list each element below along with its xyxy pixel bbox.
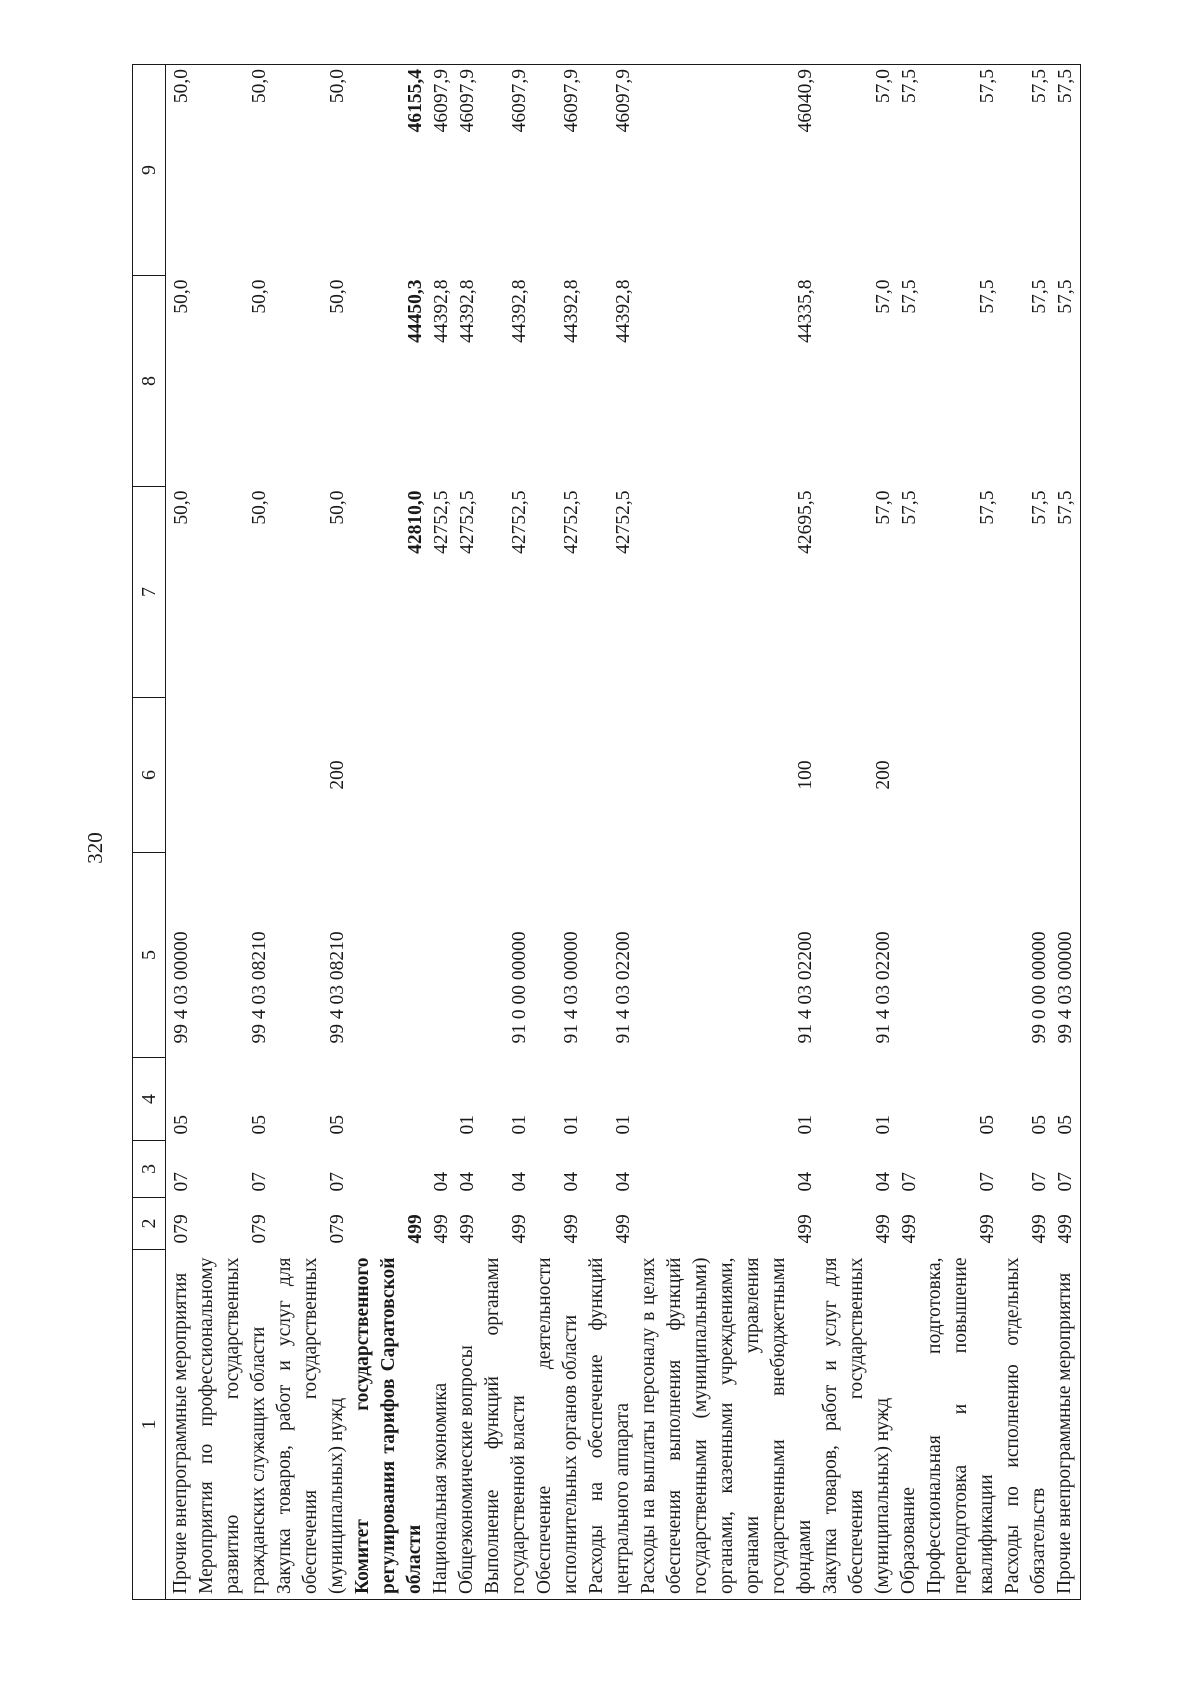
- row-grbs: 499: [431, 1214, 452, 1244]
- row-subsection: 05: [977, 1115, 998, 1135]
- row-grbs: 499: [795, 1214, 816, 1244]
- row-name: Образование: [896, 1250, 922, 1600]
- row-value-col7: 57,5: [977, 490, 998, 525]
- row-value-col8: 44392,8: [561, 279, 582, 343]
- row-value-col8: 44392,8: [509, 279, 530, 343]
- row-grbs: 499: [1052, 1198, 1081, 1250]
- row-expense-type: [166, 698, 195, 853]
- row-grbs: 499: [977, 1214, 998, 1244]
- row-grbs: 499: [899, 1214, 920, 1244]
- row-target-article: 99 4 03 08210: [249, 931, 270, 1044]
- row-section: 07: [171, 1172, 192, 1192]
- table-row: [818, 65, 896, 1600]
- row-expense-type: [896, 698, 922, 853]
- row-subsection: 05: [249, 1115, 270, 1135]
- row-value-col7: 57,5: [899, 490, 920, 525]
- row-section: 04: [457, 1172, 478, 1192]
- row-section: 07: [249, 1172, 270, 1192]
- header-cell: 4: [133, 1058, 166, 1141]
- row-value-col7: 50,0: [249, 490, 270, 525]
- row-value-col7: 57,5: [1052, 487, 1081, 698]
- row-target-article: [350, 853, 428, 1058]
- table-row: [454, 65, 480, 1600]
- row-value-col8: 57,5: [1052, 276, 1081, 487]
- row-section: 07: [327, 1172, 348, 1192]
- row-section: 04: [873, 1172, 894, 1192]
- row-value-col7: 42752,5: [613, 490, 634, 554]
- row-value-col7: 57,5: [1029, 490, 1050, 525]
- row-value-col9: 57,5: [922, 65, 1000, 276]
- row-target-article: [896, 853, 922, 1058]
- header-cell: 6: [133, 698, 166, 853]
- row-target-article: [454, 853, 480, 1058]
- row-name: Прочие внепрограммные мероприятия: [166, 1250, 195, 1600]
- row-section: 04: [561, 1172, 582, 1192]
- row-value-col9: 46097,9: [428, 65, 454, 276]
- row-grbs: 079: [171, 1214, 192, 1244]
- row-value-col7: 42752,5: [561, 490, 582, 554]
- row-expense-type: [584, 698, 636, 853]
- row-value-col8: 44392,8: [431, 279, 452, 343]
- row-expense-type: [1000, 698, 1052, 853]
- row-target-article: 91 0 00 00000: [509, 931, 530, 1044]
- row-name: Выполнение функций органами государственной власти: [480, 1250, 532, 1600]
- table-row: [922, 65, 1000, 1600]
- row-grbs: 499: [1029, 1214, 1050, 1244]
- row-subsection: 05: [171, 1115, 192, 1135]
- row-subsection: 01: [561, 1115, 582, 1135]
- row-value-col8: 57,5: [977, 279, 998, 314]
- row-value-col9: 57,5: [1052, 65, 1081, 276]
- header-cell: 9: [133, 65, 166, 276]
- row-subsection: 01: [509, 1115, 530, 1135]
- row-expense-type: [428, 698, 454, 853]
- table-body: [166, 65, 1081, 1600]
- row-section: 07: [1029, 1172, 1050, 1192]
- row-name: Обеспечение деятельности исполнительных органов области: [532, 1250, 584, 1600]
- row-section: 04: [509, 1172, 530, 1192]
- row-value-col9: 50,0: [272, 65, 350, 276]
- row-name: Прочие внепрограммные мероприятия: [1052, 1250, 1081, 1600]
- row-grbs: 079: [249, 1214, 270, 1244]
- row-value-col9: 57,5: [1000, 65, 1052, 276]
- row-target-article: 91 4 03 02200: [613, 931, 634, 1044]
- row-expense-type: [454, 698, 480, 853]
- page-number: 320: [83, 832, 107, 864]
- row-value-col8: 57,5: [1029, 279, 1050, 314]
- row-name: Расходы на обеспечение функций центрального аппарата: [584, 1250, 636, 1600]
- row-value-col9: 46097,9: [454, 65, 480, 276]
- row-name: Закупка товаров, работ и услуг для обеспечения государственных (муниципальных) нужд: [272, 1250, 350, 1600]
- table-row: [194, 65, 272, 1600]
- row-name: Национальная экономика: [428, 1250, 454, 1600]
- row-target-article: 91 4 03 00000: [561, 931, 582, 1044]
- row-grbs: 499: [613, 1214, 634, 1244]
- row-subsection: 01: [795, 1115, 816, 1135]
- table-row: [272, 65, 350, 1600]
- row-subsection: 01: [873, 1115, 894, 1135]
- header-cell: 1: [133, 1250, 166, 1600]
- row-subsection: 01: [457, 1115, 478, 1135]
- header-cell: 7: [133, 487, 166, 698]
- row-value-col7: 57,0: [873, 490, 894, 525]
- row-name: Общеэкономические вопросы: [454, 1250, 480, 1600]
- row-name: Закупка товаров, работ и услуг для обеспечения государственных (муниципальных) нужд: [818, 1250, 896, 1600]
- row-expense-type: [480, 698, 532, 853]
- row-value-col8: 50,0: [249, 279, 270, 314]
- row-value-col9: 50,0: [166, 65, 195, 276]
- row-value-col7: 42752,5: [509, 490, 530, 554]
- row-target-article: [922, 853, 1000, 1058]
- row-value-col8: 57,5: [899, 279, 920, 314]
- row-subsection: [350, 1058, 428, 1141]
- row-expense-type: 100: [795, 760, 816, 790]
- row-value-col8: 50,0: [171, 279, 192, 314]
- header-cell: 3: [133, 1141, 166, 1198]
- row-section: 04: [431, 1172, 452, 1192]
- row-grbs: 499: [405, 1214, 426, 1244]
- row-grbs: 499: [873, 1214, 894, 1244]
- table-header: [133, 65, 166, 1600]
- row-grbs: 499: [509, 1214, 530, 1244]
- row-name: Комитет государственного регулирования тарифов Саратовской области: [350, 1250, 428, 1600]
- row-section: [350, 1141, 428, 1198]
- row-value-col7: 50,0: [327, 490, 348, 525]
- header-cell: 2: [133, 1198, 166, 1250]
- row-value-col9: 50,0: [194, 65, 272, 276]
- row-section: 04: [795, 1172, 816, 1192]
- table-row: [1000, 65, 1052, 1600]
- row-target-article: 99 4 03 00000: [1052, 853, 1081, 1058]
- table-row: [428, 65, 454, 1600]
- table-row: [532, 65, 584, 1600]
- table-row: [636, 65, 818, 1600]
- row-expense-type: [1052, 698, 1081, 853]
- row-section: 07: [977, 1172, 998, 1192]
- table-row: [166, 65, 195, 1600]
- row-value-col8: 44450,3: [405, 279, 426, 343]
- row-grbs: 079: [327, 1214, 348, 1244]
- row-subsection: 05: [327, 1115, 348, 1135]
- table-row: [584, 65, 636, 1600]
- row-subsection: 01: [613, 1115, 634, 1135]
- row-value-col8: 57,0: [873, 279, 894, 314]
- row-value-col7: 42810,0: [405, 490, 426, 554]
- row-value-col9: 46097,9: [584, 65, 636, 276]
- row-expense-type: [194, 698, 272, 853]
- budget-table: [132, 64, 1081, 1600]
- row-subsection: [896, 1058, 922, 1141]
- row-section: 04: [613, 1172, 634, 1192]
- row-subsection: 05: [1029, 1115, 1050, 1135]
- row-target-article: 91 4 03 02200: [795, 931, 816, 1044]
- row-name: Расходы на выплаты персоналу в целях обеспечения выполнения функций государственными (муниципальными) органами, казенными учреждениями, органами управления государственными внебюджетными фондами: [636, 1250, 818, 1600]
- row-target-article: [428, 853, 454, 1058]
- row-target-article: 91 4 03 02200: [873, 931, 894, 1044]
- header-cell: 8: [133, 276, 166, 487]
- row-section: 07: [899, 1172, 920, 1192]
- row-value-col8: 44335,8: [795, 279, 816, 343]
- row-subsection: 05: [1052, 1058, 1081, 1141]
- row-expense-type: [350, 698, 428, 853]
- row-target-article: 99 4 03 00000: [171, 931, 192, 1044]
- table-row: [350, 65, 428, 1600]
- row-value-col7: 42695,5: [795, 490, 816, 554]
- row-value-col9: 57,0: [818, 65, 896, 276]
- table-row: [1052, 65, 1081, 1600]
- row-name: Мероприятия по профессиональному развитию государственных гражданских служащих области: [194, 1250, 272, 1600]
- row-name: Профессиональная подготовка, переподготовка и повышение квалификации: [922, 1250, 1000, 1600]
- row-value-col8: 44392,8: [613, 279, 634, 343]
- row-grbs: 499: [457, 1214, 478, 1244]
- row-value-col9: 46155,4: [350, 65, 428, 276]
- row-value-col9: 46040,9: [636, 65, 818, 276]
- row-target-article: 99 0 00 00000: [1029, 931, 1050, 1044]
- row-expense-type: 200: [327, 760, 348, 790]
- row-value-col7: 42752,5: [431, 490, 452, 554]
- row-expense-type: 200: [873, 760, 894, 790]
- header-row: [133, 65, 166, 1600]
- row-expense-type: [532, 698, 584, 853]
- row-grbs: 499: [561, 1214, 582, 1244]
- row-value-col9: 57,5: [896, 65, 922, 276]
- row-target-article: 99 4 03 08210: [327, 931, 348, 1044]
- table-row: [480, 65, 532, 1600]
- row-value-col9: 46097,9: [480, 65, 532, 276]
- row-value-col7: 50,0: [171, 490, 192, 525]
- row-value-col9: 46097,9: [532, 65, 584, 276]
- row-value-col8: 44392,8: [457, 279, 478, 343]
- header-cell: 5: [133, 853, 166, 1058]
- row-expense-type: [922, 698, 1000, 853]
- row-name: Расходы по исполнению отдельных обязательств: [1000, 1250, 1052, 1600]
- row-section: 07: [1052, 1141, 1081, 1198]
- table-row: [896, 65, 922, 1600]
- row-subsection: [428, 1058, 454, 1141]
- row-value-col7: 42752,5: [457, 490, 478, 554]
- row-value-col8: 50,0: [327, 279, 348, 314]
